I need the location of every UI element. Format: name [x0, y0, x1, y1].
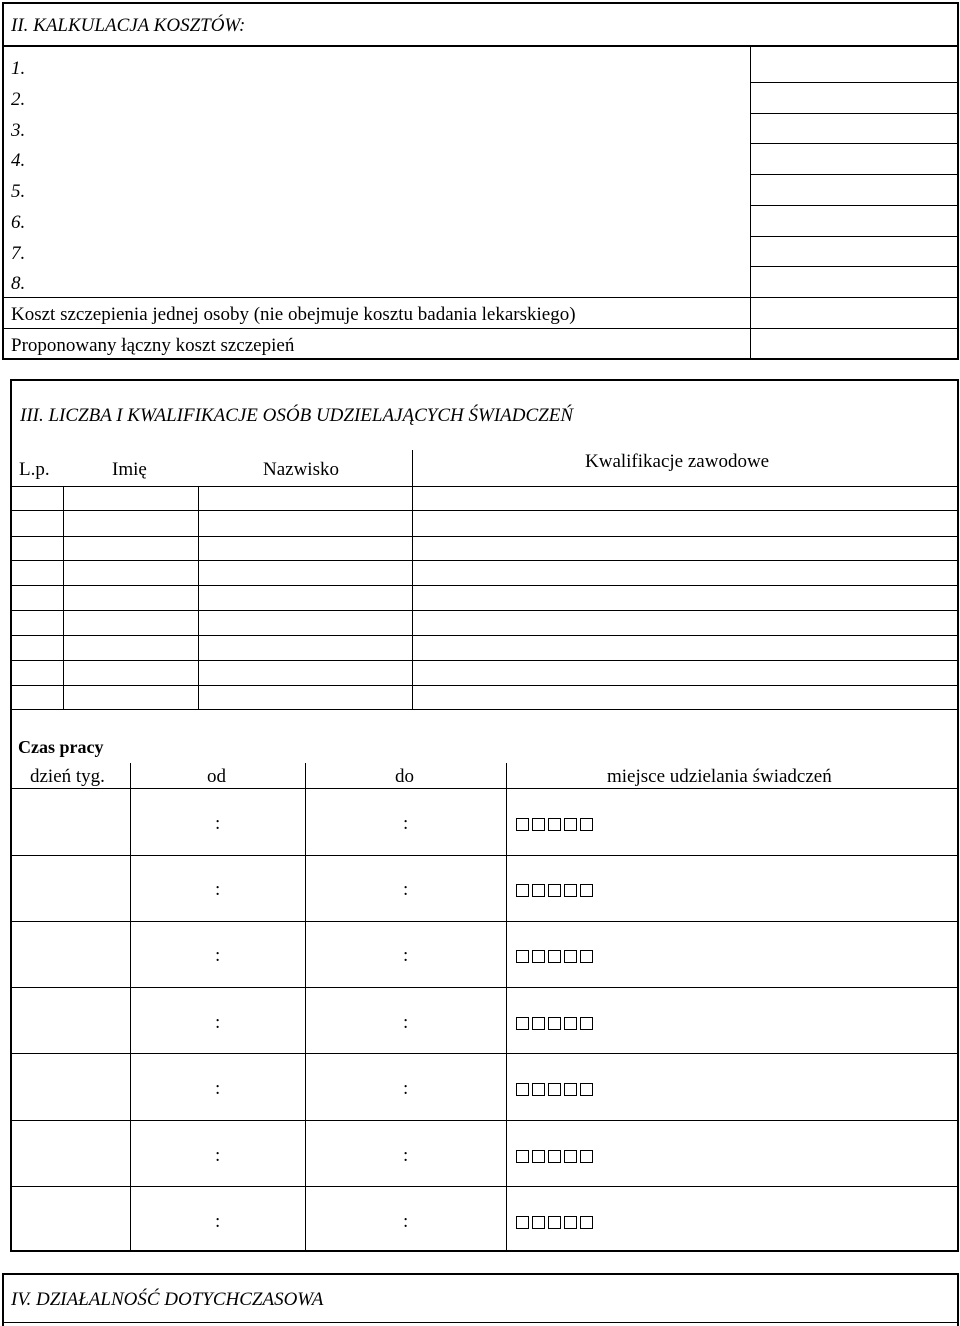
to-time-field[interactable]: : — [403, 1078, 409, 1099]
checkbox[interactable] — [516, 1017, 529, 1030]
place-checkboxes — [516, 1148, 596, 1164]
checkbox[interactable] — [564, 818, 577, 831]
to-time-field[interactable]: : — [403, 879, 409, 900]
to-time-field[interactable]: : — [403, 1145, 409, 1166]
checkbox[interactable] — [516, 818, 529, 831]
checkbox[interactable] — [548, 950, 561, 963]
checkbox[interactable] — [532, 818, 545, 831]
header-lp: L.p. — [19, 459, 50, 480]
section-4-title: IV. DZIAŁALNOŚĆ DOTYCHCZASOWA — [11, 1289, 324, 1310]
to-time-field[interactable]: : — [403, 813, 409, 834]
checkbox[interactable] — [564, 884, 577, 897]
checkbox[interactable] — [516, 1150, 529, 1163]
from-time-field[interactable]: : — [215, 879, 221, 900]
checkbox[interactable] — [548, 1216, 561, 1229]
checkbox[interactable] — [580, 884, 593, 897]
to-time-field[interactable]: : — [403, 945, 409, 966]
checkbox[interactable] — [548, 1017, 561, 1030]
checkbox[interactable] — [548, 1083, 561, 1096]
from-time-field[interactable]: : — [215, 1211, 221, 1232]
checkbox[interactable] — [580, 950, 593, 963]
checkbox[interactable] — [532, 884, 545, 897]
cost-item-6: 6. — [11, 212, 26, 233]
from-time-field[interactable]: : — [215, 1012, 221, 1033]
section-2-title: II. KALKULACJA KOSZTÓW: — [11, 15, 246, 36]
header-to: do — [395, 766, 414, 787]
checkbox[interactable] — [548, 1150, 561, 1163]
checkbox[interactable] — [532, 1216, 545, 1229]
cost-per-person-label: Koszt szczepienia jednej osoby (nie obejmuje kosztu badania lekarskiego) — [11, 304, 576, 325]
checkbox[interactable] — [532, 1150, 545, 1163]
cost-item-7: 7. — [11, 243, 26, 264]
checkbox[interactable] — [580, 1017, 593, 1030]
from-time-field[interactable]: : — [215, 945, 221, 966]
checkbox[interactable] — [532, 1017, 545, 1030]
header-from: od — [207, 766, 226, 787]
work-time-title: Czas pracy — [18, 737, 104, 757]
from-time-field[interactable]: : — [215, 813, 221, 834]
cost-item-5: 5. — [11, 181, 26, 202]
header-first-name: Imię — [112, 459, 147, 480]
checkbox[interactable] — [580, 1216, 593, 1229]
place-checkboxes — [516, 1015, 596, 1031]
total-cost-label: Proponowany łączny koszt szczepień — [11, 335, 295, 356]
place-checkboxes — [516, 1081, 596, 1097]
header-day: dzień tyg. — [30, 766, 105, 787]
checkbox[interactable] — [564, 1083, 577, 1096]
checkbox[interactable] — [532, 1083, 545, 1096]
from-time-field[interactable]: : — [215, 1145, 221, 1166]
cost-item-8: 8. — [11, 273, 26, 294]
checkbox[interactable] — [564, 1150, 577, 1163]
checkbox[interactable] — [580, 1083, 593, 1096]
checkbox[interactable] — [548, 818, 561, 831]
place-checkboxes — [516, 948, 596, 964]
checkbox[interactable] — [532, 950, 545, 963]
header-place: miejsce udzielania świadczeń — [607, 766, 832, 787]
from-time-field[interactable]: : — [215, 1078, 221, 1099]
place-checkboxes — [516, 882, 596, 898]
checkbox[interactable] — [564, 1017, 577, 1030]
checkbox[interactable] — [516, 884, 529, 897]
cost-item-4: 4. — [11, 150, 26, 171]
checkbox[interactable] — [516, 1083, 529, 1096]
cost-item-1: 1. — [11, 58, 26, 79]
checkbox[interactable] — [564, 1216, 577, 1229]
checkbox[interactable] — [548, 884, 561, 897]
cost-item-2: 2. — [11, 89, 26, 110]
checkbox[interactable] — [580, 1150, 593, 1163]
to-time-field[interactable]: : — [403, 1211, 409, 1232]
cost-item-3: 3. — [11, 120, 26, 141]
header-last-name: Nazwisko — [263, 459, 339, 480]
checkbox[interactable] — [580, 818, 593, 831]
to-time-field[interactable]: : — [403, 1012, 409, 1033]
checkbox[interactable] — [516, 1216, 529, 1229]
header-qualifications: Kwalifikacje zawodowe — [585, 451, 770, 472]
section-3-title: III. LICZBA I KWALIFIKACJE OSÓB UDZIELAJĄCYCH ŚWIADCZEŃ — [20, 405, 573, 426]
place-checkboxes — [516, 816, 596, 832]
place-checkboxes — [516, 1214, 596, 1230]
checkbox[interactable] — [516, 950, 529, 963]
checkbox[interactable] — [564, 950, 577, 963]
